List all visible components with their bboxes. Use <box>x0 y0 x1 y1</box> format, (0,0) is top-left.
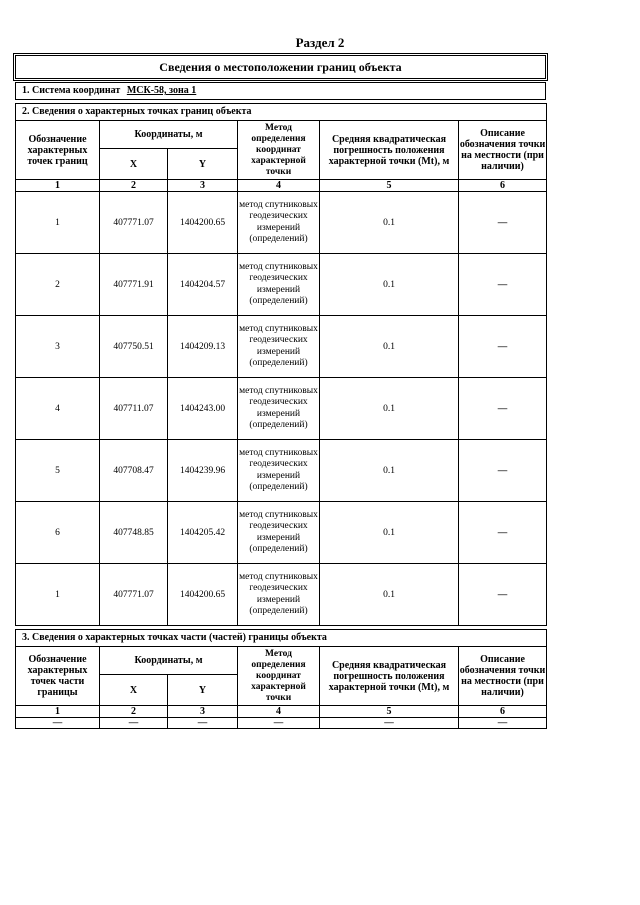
table-row <box>16 502 547 564</box>
column-number: 6 <box>459 706 547 718</box>
point-description: — <box>459 254 547 316</box>
header-designation: Обозначение характерных точек границ <box>16 121 100 180</box>
header-x: X <box>100 149 168 180</box>
header-error: Средняя квадратическая погрешность положения характерной точки (Mt), м <box>320 647 459 706</box>
point-number: 1 <box>16 192 100 254</box>
coord-y: 1404204.57 <box>168 254 238 316</box>
header-coordinates: Координаты, м <box>100 647 238 675</box>
coord-y: 1404243.00 <box>168 378 238 440</box>
column-number-row <box>16 180 547 192</box>
point-number: 2 <box>16 254 100 316</box>
header-method: Метод определения координат характерной точки <box>238 647 320 706</box>
section2-rows <box>16 192 547 626</box>
header-y: Y <box>168 675 238 706</box>
error-value: 0.1 <box>320 192 459 254</box>
point-description: — <box>459 502 547 564</box>
error-value: — <box>320 718 459 729</box>
coord-system-row <box>16 83 546 100</box>
column-number: 6 <box>459 180 547 192</box>
header-method: Метод определения координат характерной точки <box>238 121 320 180</box>
column-number: 2 <box>100 706 168 718</box>
coord-system-value: МСК-58, зона 1 <box>126 85 197 96</box>
coord-x: 407750.51 <box>100 316 168 378</box>
header-description: Описание обозначения точки на местности (при наличии) <box>459 647 547 706</box>
column-number: 5 <box>320 706 459 718</box>
method: — <box>238 718 320 729</box>
header-designation: Обозначение характерных точек части границы <box>16 647 100 706</box>
column-number: 4 <box>238 706 320 718</box>
header-y: Y <box>168 149 238 180</box>
boundary-info-form <box>15 55 546 729</box>
point-description: — <box>459 718 547 729</box>
column-number: 1 <box>16 706 100 718</box>
section2-title: 2. Сведения о характерных точках границ объекта <box>16 104 547 121</box>
method: метод спутниковых геодезических измерений (определений) <box>238 502 320 564</box>
column-number: 4 <box>238 180 320 192</box>
method: метод спутниковых геодезических измерений (определений) <box>238 564 320 626</box>
column-number: 5 <box>320 180 459 192</box>
point-number: 5 <box>16 440 100 502</box>
method: метод спутниковых геодезических измерений (определений) <box>238 378 320 440</box>
coord-y: 1404200.65 <box>168 564 238 626</box>
coord-system-box <box>15 82 546 100</box>
coord-y: 1404200.65 <box>168 192 238 254</box>
header-coordinates: Координаты, м <box>100 121 238 149</box>
error-value: 0.1 <box>320 564 459 626</box>
coord-x: 407708.47 <box>100 440 168 502</box>
table-row <box>16 440 547 502</box>
point-number: 4 <box>16 378 100 440</box>
error-value: 0.1 <box>320 502 459 564</box>
table-row <box>16 254 547 316</box>
header-description: Описание обозначения точки на местности (при наличии) <box>459 121 547 180</box>
point-number: — <box>16 718 100 729</box>
table-row <box>16 718 547 729</box>
table-row <box>16 192 547 254</box>
coord-system-label: 1. Система координат <box>22 85 121 96</box>
coord-x: 407748.85 <box>100 502 168 564</box>
coord-x: 407711.07 <box>100 378 168 440</box>
main-title: Сведения о местоположении границ объекта <box>16 56 546 79</box>
section-label: Раздел 2 <box>295 35 345 50</box>
section2-table <box>15 103 547 626</box>
coord-y: 1404209.13 <box>168 316 238 378</box>
point-description: — <box>459 440 547 502</box>
error-value: 0.1 <box>320 440 459 502</box>
coord-y: — <box>168 718 238 729</box>
point-number: 6 <box>16 502 100 564</box>
coord-x: 407771.07 <box>100 564 168 626</box>
column-number: 1 <box>16 180 100 192</box>
point-description: — <box>459 316 547 378</box>
point-number: 3 <box>16 316 100 378</box>
header-x: X <box>100 675 168 706</box>
column-number-row <box>16 706 547 718</box>
table-row <box>16 564 547 626</box>
point-description: — <box>459 564 547 626</box>
column-number: 3 <box>168 180 238 192</box>
method: метод спутниковых геодезических измерений (определений) <box>238 254 320 316</box>
table-row <box>16 378 547 440</box>
method: метод спутниковых геодезических измерений (определений) <box>238 192 320 254</box>
coord-x: 407771.07 <box>100 192 168 254</box>
point-description: — <box>459 378 547 440</box>
section3-rows <box>16 718 547 729</box>
column-number: 3 <box>168 706 238 718</box>
method: метод спутниковых геодезических измерений (определений) <box>238 440 320 502</box>
point-description: — <box>459 192 547 254</box>
coord-y: 1404205.42 <box>168 502 238 564</box>
error-value: 0.1 <box>320 378 459 440</box>
section3-table <box>15 629 547 729</box>
coord-y: 1404239.96 <box>168 440 238 502</box>
coord-x: 407771.91 <box>100 254 168 316</box>
main-title-box <box>15 55 546 79</box>
table-row <box>16 316 547 378</box>
section3-title: 3. Сведения о характерных точках части (частей) границы объекта <box>16 630 547 647</box>
method: метод спутниковых геодезических измерений (определений) <box>238 316 320 378</box>
error-value: 0.1 <box>320 316 459 378</box>
error-value: 0.1 <box>320 254 459 316</box>
header-error: Средняя квадратическая погрешность положения характерной точки (Mt), м <box>320 121 459 180</box>
point-number: 1 <box>16 564 100 626</box>
column-number: 2 <box>100 180 168 192</box>
coord-x: — <box>100 718 168 729</box>
